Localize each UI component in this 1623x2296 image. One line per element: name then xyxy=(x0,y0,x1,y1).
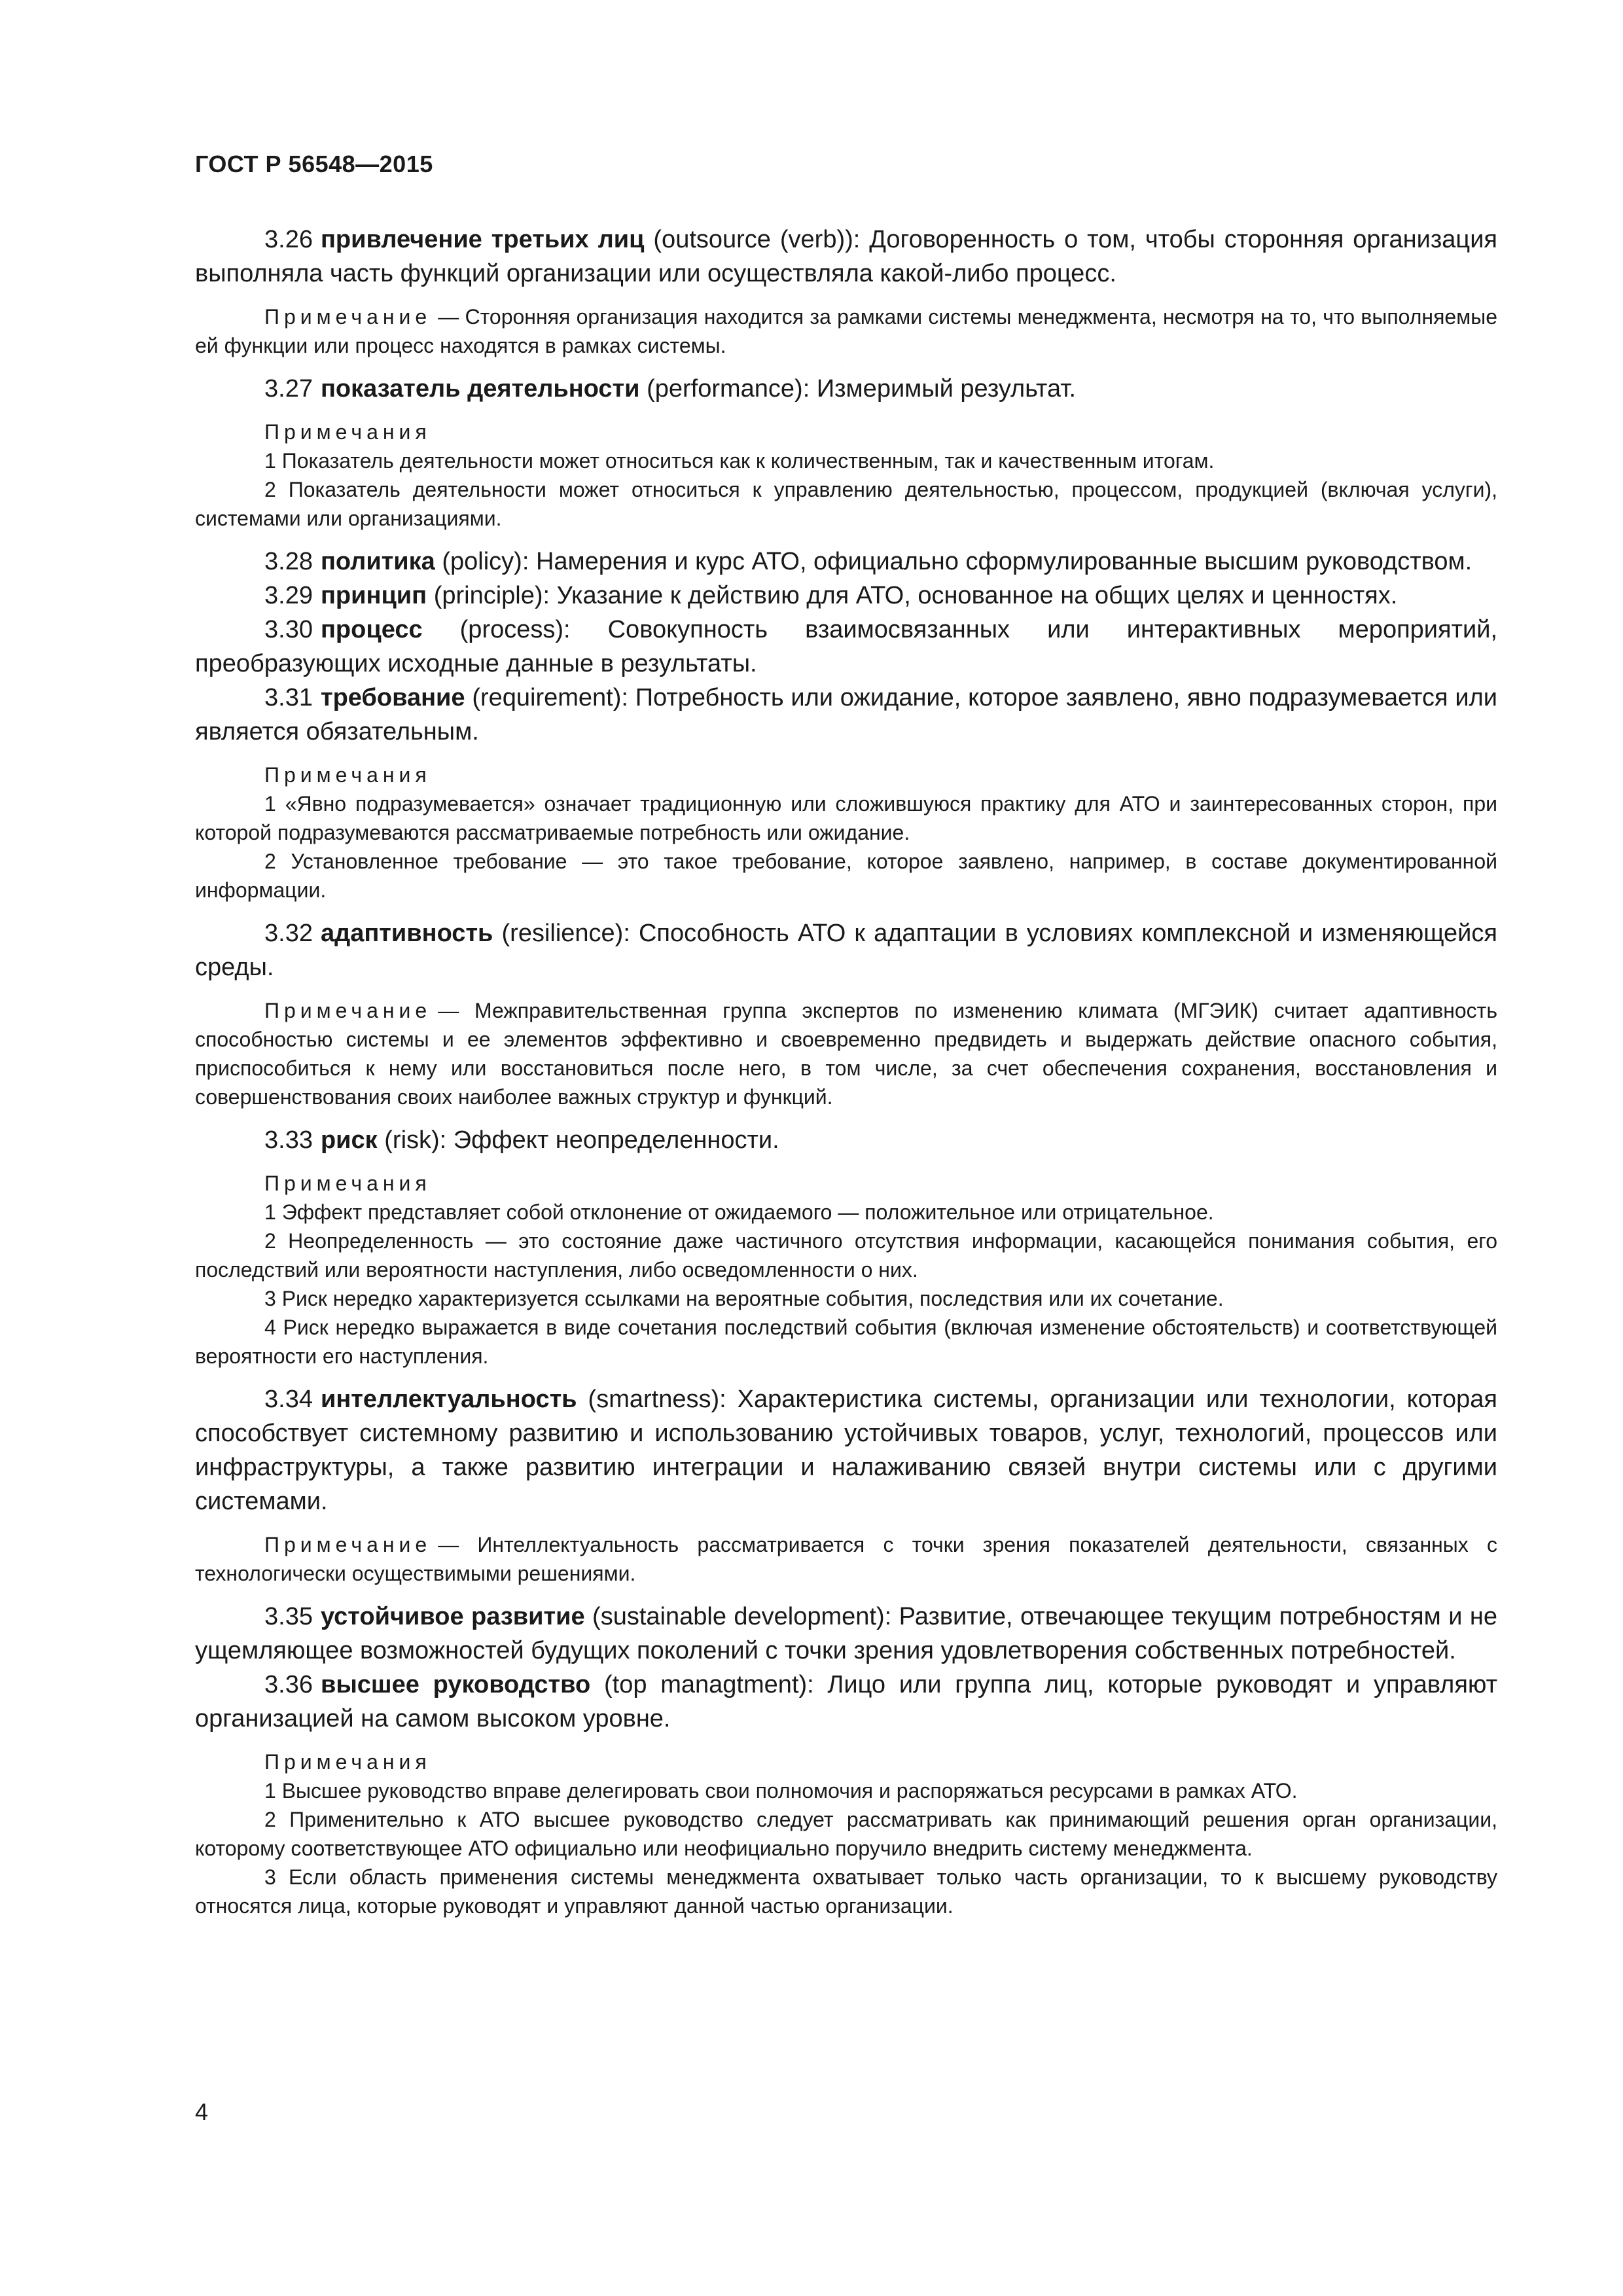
term-entry: 3.32 адаптивность (resilience): Способность АТО к адаптации в условиях комплексной и изменяющейся среды. xyxy=(195,920,1497,981)
notes-label: Примечания xyxy=(264,1750,431,1774)
note-item: 3 Риск нередко характеризуется ссылками на вероятные события, последствия или их сочетание. xyxy=(264,1287,1224,1310)
notes-label: Примечания xyxy=(264,763,431,787)
term-name: требование xyxy=(320,684,465,711)
term-entry: 3.36 высшее руководство (top managtment): Лицо или группа лиц, которые руководят и управляют организацией на самом высоком уровне. xyxy=(195,1671,1497,1732)
term-name: риск xyxy=(320,1126,378,1154)
terms-section xyxy=(195,223,1497,1920)
term-entry: 3.28 политика (policy): Намерения и курс АТО, официально сформулированные высшим руководством. xyxy=(264,548,1472,575)
term-name: политика xyxy=(320,548,435,575)
term-definition: (top managtment): Лицо или группа лиц, которые руководят и управляют организацией на самом высоком уровне. xyxy=(195,1671,1497,1732)
note-item: 4 Риск нередко выражается в виде сочетания последствий события (включая изменение обстоятельств) и соответствующей вероятности его наступления. xyxy=(195,1316,1497,1368)
term-definition: (resilience): Способность АТО к адаптации в условиях комплексной и изменяющейся среды. xyxy=(195,920,1497,981)
term-name: принцип xyxy=(320,582,427,609)
term-name: высшее руководство xyxy=(320,1671,591,1698)
notes-label: Примечания xyxy=(264,1172,431,1195)
term-definition: (performance): Измеримый результат. xyxy=(647,375,1077,403)
term-name: адаптивность xyxy=(320,920,493,947)
note-item: 1 Эффект представляет собой отклонение от ожидаемого — положительное или отрицательное. xyxy=(264,1200,1214,1224)
term-definition: (outsource (verb)): Договоренность о том, чтобы сторонняя организация выполняла часть функций организации или осуществляла какой-либо процесс. xyxy=(195,226,1497,287)
note-item: 1 «Явно подразумевается» означает традиционную или сложившуюся практику для АТО и заинтересованных сторон, при которой подразумеваются рассматриваемые потребность или ожидание. xyxy=(195,792,1497,844)
term-definition: (requirement): Потребность или ожидание, которое заявлено, явно подразумевается или является обязательным. xyxy=(195,684,1497,745)
term-note: Примечание — Сторонняя организация находится за рамками системы менеджмента, несмотря на то, что выполняемые ей функции или процесс находятся в рамках системы. xyxy=(195,305,1497,357)
document-header: ГОСТ Р 56548—2015 xyxy=(195,151,433,177)
term-name: процесс xyxy=(320,616,423,643)
note-item: 2 Неопределенность — это состояние даже частичного отсутствия информации, касающейся понимания события, его последствий или вероятности наступления, либо осведомленности о них. xyxy=(195,1229,1497,1282)
note-label: Примечание xyxy=(264,305,432,329)
term-definition: (process): Совокупность взаимосвязанных или интерактивных мероприятий, преобразующих исходные данные в результаты. xyxy=(195,616,1498,677)
note-item: 2 Установленное требование — это такое требование, которое заявлено, например, в составе документированной информации. xyxy=(195,850,1497,902)
note-item: 3 Если область применения системы менеджмента охватывает только часть организации, то к высшему руководству относятся лица, которые руководят и управляют данной частью организации. xyxy=(195,1865,1497,1918)
note-label: Примечание xyxy=(264,1533,432,1556)
term-entry: 3.31 требование (requirement): Потребность или ожидание, которое заявлено, явно подразумевается или является обязательным. xyxy=(195,684,1497,745)
term-name: интеллектуальность xyxy=(320,1386,577,1413)
term-note: Примечание — Интеллектуальность рассматривается с точки зрения показателей деятельности, связанных с технологически осуществимыми решениями. xyxy=(195,1533,1497,1585)
note-item: 2 Показатель деятельности может относиться к управлению деятельностью, процессом, продукцией (включая услуги), системами или организациями. xyxy=(195,478,1497,530)
page-number: 4 xyxy=(195,2098,209,2125)
term-entry: 3.30 процесс (process): Совокупность взаимосвязанных или интерактивных мероприятий, преобразующих исходные данные в результаты. xyxy=(195,616,1498,677)
term-entry: 3.33 риск (risk): Эффект неопределенности. xyxy=(264,1126,779,1154)
note-item: 1 Показатель деятельности может относиться как к количественным, так и качественным итогам. xyxy=(264,449,1215,473)
note-label: Примечание xyxy=(264,999,432,1022)
term-entry: 3.35 устойчивое развитие (sustainable development): Развитие, отвечающее текущим потребностям и не ущемляющее возможностей будущих поколений с точки зрения удовлетворения собственных потребностей. xyxy=(195,1603,1497,1664)
term-entry: 3.26 привлечение третьих лиц (outsource (verb)): Договоренность о том, чтобы сторонняя организация выполняла часть функций организации или осуществляла какой-либо процесс. xyxy=(195,226,1497,287)
note-item: 2 Применительно к АТО высшее руководство следует рассматривать как принимающий решения орган организации, которому соответствующее АТО официально или неофициально поручило внедрить систему менеджмента. xyxy=(195,1808,1497,1860)
term-note: Примечание — Межправительственная группа экспертов по изменению климата (МГЭИК) считает адаптивность способностью системы и ее элементов эффективно и своевременно предвидеть и выдержать действие опасного события, приспособиться к нему или восстановиться после него, в том числе, за счет обеспечения сохранения, восстановления и совершенствования своих наиболее важных структур и функций. xyxy=(195,999,1497,1109)
term-name: привлечение третьих лиц xyxy=(320,226,645,253)
term-definition: (risk): Эффект неопределенности. xyxy=(384,1126,779,1154)
note-item: 1 Высшее руководство вправе делегировать свои полномочия и распоряжаться ресурсами в рамках АТО. xyxy=(264,1779,1298,1803)
term-definition: (smartness): Характеристика системы, организации или технологии, которая способствует системному развитию и использованию устойчивых товаров, услуг, технологий, процессов или инфраструктуры, а также развитию интеграции и налаживанию связей внутри системы или с другими системами. xyxy=(195,1386,1497,1515)
term-entry: 3.27 показатель деятельности (performance): Измеримый результат. xyxy=(264,375,1077,403)
term-definition: (sustainable development): Развитие, отвечающее текущим потребностям и не ущемляющее возможностей будущих поколений с точки зрения удовлетворения собственных потребностей. xyxy=(195,1603,1497,1664)
term-name: устойчивое развитие xyxy=(320,1603,585,1630)
term-name: показатель деятельности xyxy=(320,375,640,403)
term-entry: 3.34 интеллектуальность (smartness): Характеристика системы, организации или технологии, которая способствует системному развитию и использованию устойчивых товаров, услуг, технологий, процессов или инфраструктуры, а также развитию интеграции и налаживанию связей внутри системы или с другими системами. xyxy=(195,1386,1497,1515)
notes-label: Примечания xyxy=(264,420,431,444)
term-definition: (policy): Намерения и курс АТО, официально сформулированные высшим руководством. xyxy=(442,548,1472,575)
term-definition: (principle): Указание к действию для АТО, основанное на общих целях и ценностях. xyxy=(433,582,1398,609)
term-entry: 3.29 принцип (principle): Указание к действию для АТО, основанное на общих целях и ценностях. xyxy=(264,582,1398,609)
